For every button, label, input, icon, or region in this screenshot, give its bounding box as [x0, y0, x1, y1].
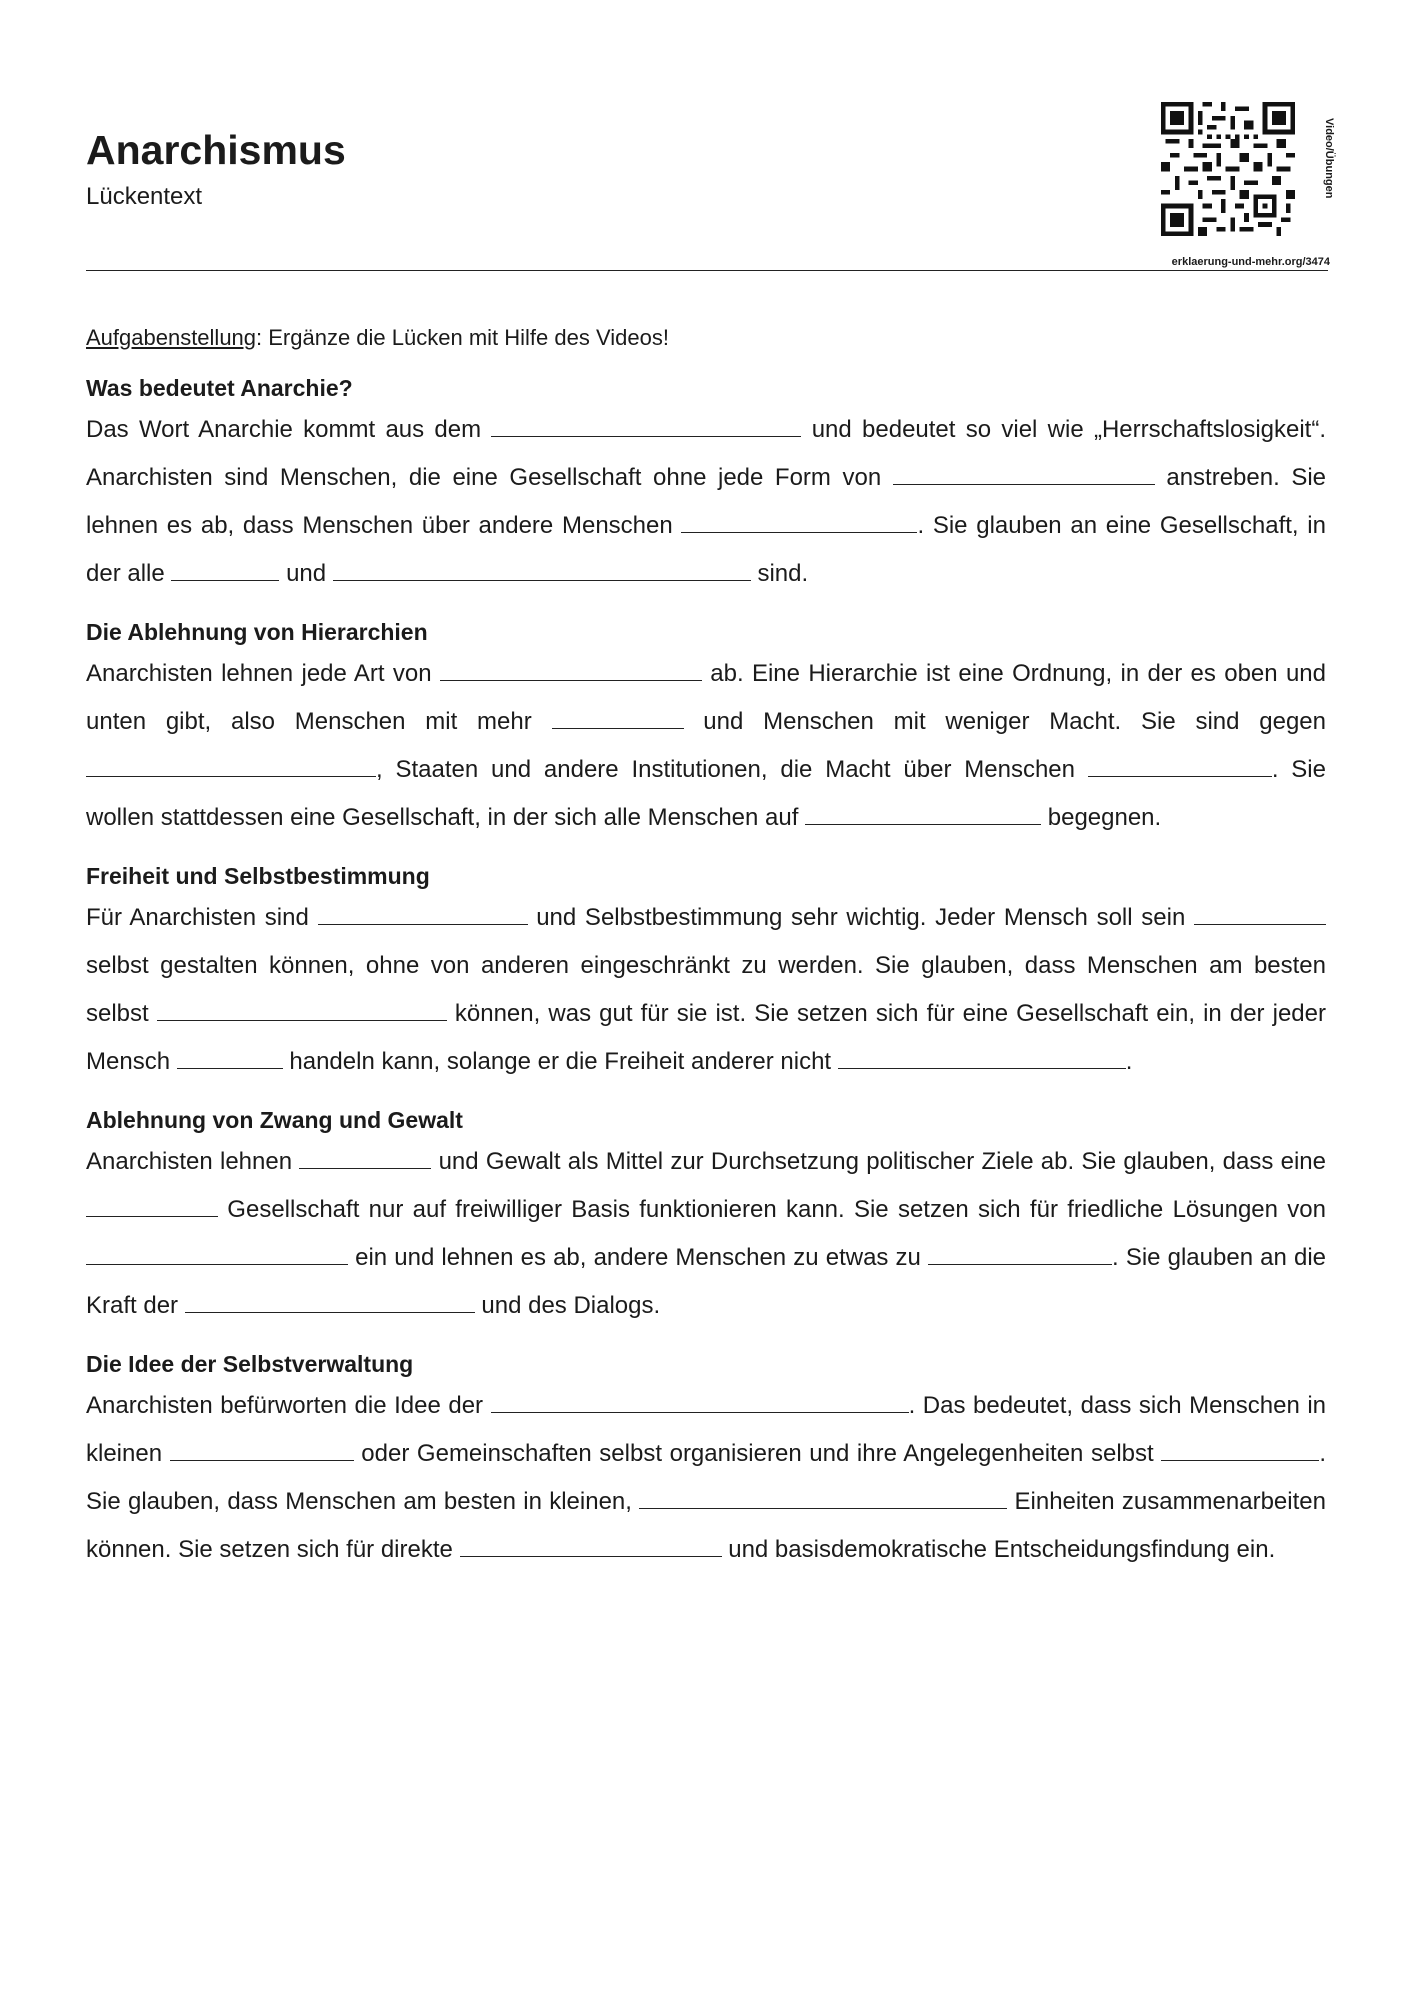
text-part: und Selbstbestimmung sehr wichtig. Jeder Mensch soll sein — [536, 904, 1186, 931]
fill-blank[interactable] — [86, 762, 376, 777]
section-text — [86, 650, 1326, 842]
section-heading: Ablehnung von Zwang und Gewalt — [86, 1107, 463, 1133]
fill-blank[interactable] — [1161, 1446, 1319, 1461]
text-part: können, was gut für sie ist. Sie setzen sich für eine Gesellschaft ein, in der jeder Mensch — [86, 1000, 1326, 1075]
fill-blank[interactable] — [318, 910, 528, 925]
text-part: . Sie glauben, dass Menschen am besten in kleinen, — [86, 1440, 1326, 1515]
text-part: oder Gemeinschaften selbst organisieren und ihre Angelegenheiten selbst — [361, 1440, 1154, 1467]
section-text — [86, 1382, 1326, 1574]
fill-blank[interactable] — [460, 1542, 722, 1557]
section-heading: Freiheit und Selbstbestimmung — [86, 863, 430, 889]
source-url[interactable]: erklaerung-und-mehr.org/3474 — [1171, 256, 1330, 268]
section-text — [86, 894, 1326, 1086]
section-text — [86, 1138, 1326, 1330]
fill-blank[interactable] — [157, 1006, 447, 1021]
text-part: . Sie wollen stattdessen eine Gesellschaft, in der sich alle Menschen auf — [86, 756, 1326, 831]
text-part: Einheiten zusammenarbeiten können. Sie setzen sich für direkte — [86, 1488, 1326, 1563]
section-heading: Die Idee der Selbstverwaltung — [86, 1351, 414, 1377]
fill-blank[interactable] — [639, 1494, 1007, 1509]
text-part: . Das bedeutet, dass sich Menschen in kleinen — [86, 1392, 1327, 1467]
page-subtitle: Lückentext — [86, 183, 203, 210]
fill-blank[interactable] — [1088, 762, 1272, 777]
fill-blank[interactable] — [299, 1154, 431, 1169]
fill-blank[interactable] — [86, 1250, 348, 1265]
section-heading: Was bedeutet Anarchie? — [86, 375, 353, 401]
fill-blank[interactable] — [177, 1054, 283, 1069]
text-part: Das Wort Anarchie kommt aus dem — [86, 416, 482, 443]
fill-blank[interactable] — [171, 566, 279, 581]
text-part: selbst gestalten können, ohne von anderen eingeschränkt zu werden. Sie glauben, dass Menschen am besten selbst — [86, 952, 1326, 1027]
text-part: und — [286, 560, 327, 587]
fill-blank[interactable] — [185, 1298, 475, 1313]
fill-blank[interactable] — [681, 518, 917, 533]
fill-blank[interactable] — [440, 666, 702, 681]
text-part: begegnen. — [1047, 804, 1162, 831]
text-part: Anarchisten befürworten die Idee der — [86, 1392, 484, 1419]
video-exercises-label: Video/Übungen — [1323, 118, 1335, 199]
task-instruction — [86, 320, 1326, 356]
text-part: handeln kann, solange er die Freiheit anderer nicht — [289, 1048, 832, 1075]
text-part: . Sie glauben an eine Gesellschaft, in der alle — [86, 512, 1326, 587]
fill-blank[interactable] — [170, 1446, 354, 1461]
text-part: Für Anarchisten sind — [86, 904, 309, 931]
section-heading: Die Ablehnung von Hierarchien — [86, 619, 428, 645]
text-part: sind. — [757, 560, 809, 587]
worksheet-header — [86, 127, 346, 211]
fill-blank[interactable] — [1194, 910, 1326, 925]
text-part: und Menschen mit weniger Macht. Sie sind gegen — [703, 708, 1327, 735]
text-part: und Gewalt als Mittel zur Durchsetzung politischer Ziele ab. Sie glauben, dass eine — [438, 1148, 1326, 1175]
qr-code-icon — [1161, 102, 1295, 236]
fill-blank[interactable] — [805, 810, 1041, 825]
text-part: ein und lehnen es ab, andere Menschen zu etwas zu — [355, 1244, 921, 1271]
fill-blank[interactable] — [552, 714, 684, 729]
worksheet-body — [86, 320, 1326, 1590]
text-part: Anarchisten lehnen jede Art von — [86, 660, 432, 687]
text-part: . — [1125, 1048, 1133, 1075]
fill-blank[interactable] — [491, 422, 801, 437]
fill-blank[interactable] — [86, 1202, 218, 1217]
task-label: Aufgabenstellung — [86, 325, 257, 350]
header-divider — [86, 270, 1328, 271]
text-part: ab. Eine Hierarchie ist eine Ordnung, in der es oben und unten gibt, also Menschen mit mehr — [86, 660, 1326, 735]
text-part: und basisdemokratische Entscheidungsfindung ein. — [728, 1536, 1276, 1563]
text-part: Gesellschaft nur auf freiwilliger Basis funktionieren kann. Sie setzen sich für friedliche Lösungen von — [227, 1196, 1326, 1223]
text-part: und bedeutet so viel wie „Herrschaftslosigkeit“. Anarchisten sind Menschen, die eine Gesellschaft ohne jede Form von — [86, 416, 1327, 491]
fill-blank[interactable] — [491, 1398, 909, 1413]
task-text: : Ergänze die Lücken mit Hilfe des Videos! — [256, 325, 669, 350]
page-title: Anarchismus — [86, 127, 346, 173]
text-part: . Sie glauben an die Kraft der — [86, 1244, 1327, 1319]
text-part: Anarchisten lehnen — [86, 1148, 293, 1175]
section-text — [86, 406, 1326, 598]
fill-blank[interactable] — [928, 1250, 1112, 1265]
text-part: anstreben. Sie lehnen es ab, dass Menschen über andere Menschen — [86, 464, 1327, 539]
text-part: und des Dialogs. — [481, 1292, 661, 1319]
text-part: , Staaten und andere Institutionen, die Macht über Menschen — [376, 756, 1075, 783]
fill-blank[interactable] — [838, 1054, 1126, 1069]
fill-blank[interactable] — [893, 470, 1155, 485]
fill-blank[interactable] — [333, 566, 751, 581]
